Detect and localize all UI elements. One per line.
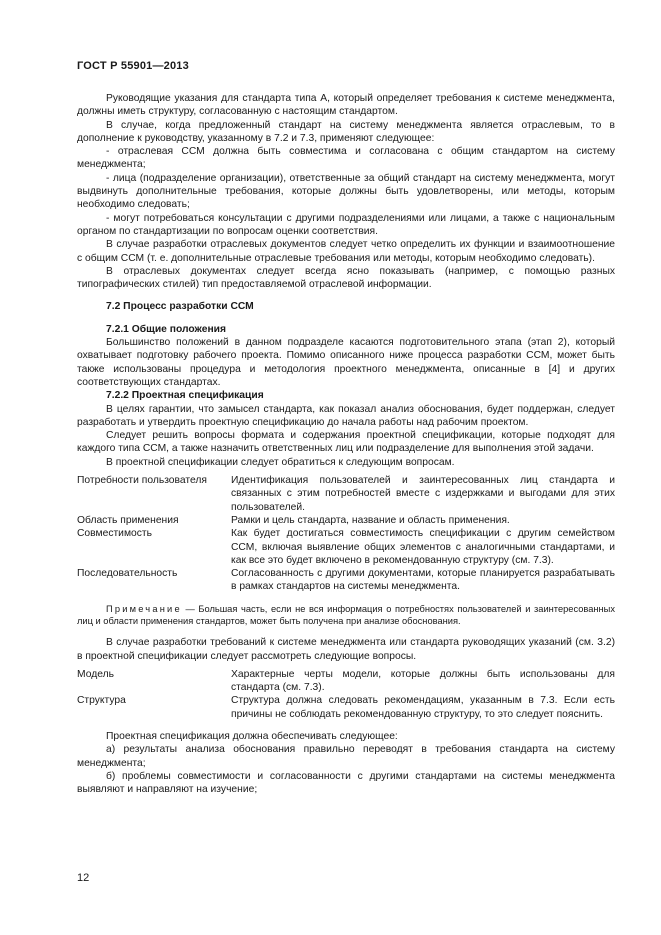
- definition-row: [77, 567, 615, 594]
- list-item: - отраслевая ССМ должна быть совместима и согласована с общим стандартом на систему менеджмента;: [77, 146, 615, 171]
- definition-row: [77, 694, 615, 721]
- definition-text: Согласованность с другими документами, которые планируется разрабатывать в рамках стандартов на системы менеджмента.: [231, 568, 615, 593]
- definition-term: Структура: [77, 695, 126, 707]
- list-item: - лица (подразделение организации), ответственные за общий стандарт на систему менеджмента, могут выдвинуть дополнительные требования, которые должны быть удовлетворены, или методы, которым необходимо следовать;: [77, 172, 615, 211]
- definition-row: [77, 514, 615, 527]
- definition-row: [77, 527, 615, 567]
- note: [77, 603, 615, 628]
- page-number: 12: [77, 872, 90, 884]
- list-item: - могут потребоваться консультации с другими подразделениями или лицами, а также с национальным органом по стандартизации по вопросам оценки соответствия.: [77, 212, 615, 237]
- definition-term: Совместимость: [77, 528, 152, 540]
- section-heading-7-2-2: 7.2.2 Проектная спецификация: [106, 390, 264, 402]
- paragraph: В случае, когда предложенный стандарт на систему менеджмента является отраслевым, то в дополнение к руководству, указанному в 7.2 и 7.3, применяют следующее:: [77, 119, 615, 144]
- paragraph: В случае разработки отраслевых документов следует четко определить их функции и взаимоотношение с общим ССМ (т. е. дополнительные отраслевые требования или методы, которым необходимо следовать).: [77, 239, 615, 264]
- definition-text: Характерные черты модели, которые должны быть использованы для стандарта (см. 7.3).: [231, 668, 615, 694]
- paragraph: В случае разработки требований к системе менеджмента или стандарта руководящих указаний (см. 3.2) в проектной спецификации следует рассмотреть следующие вопросы.: [77, 637, 615, 662]
- document-header: ГОСТ Р 55901—2013: [77, 60, 189, 72]
- definition-term: Область применения: [77, 514, 179, 526]
- definition-row: [77, 474, 615, 514]
- list-item: б) проблемы совместимости и согласованности с другими стандартами на системы менеджмента выявляют и направляют на изучение;: [77, 770, 615, 796]
- note-label: Примечание: [106, 603, 182, 614]
- definition-text: Структура должна следовать рекомендациям, указанным в 7.3. Если есть причины не соблюдать рекомендованную структуру, то это следует пояснить.: [231, 695, 615, 720]
- paragraph: Проектная спецификация должна обеспечивать следующее:: [106, 731, 398, 743]
- section-heading-7-2: 7.2 Процесс разработки ССМ: [106, 301, 254, 313]
- paragraph: Большинство положений в данном подразделе касаются подготовительного этапа (этап 2), который охватывает подготовку рабочего проекта. Помимо описанного ниже процесса разработки ССМ, может быть также использованы процедура и методология проектного менеджмента, описанные в [4] и других соответствующих стандартах.: [77, 337, 615, 388]
- paragraph: Следует решить вопросы формата и содержания проектной спецификации, которые подходят для каждого типа ССМ, а также назначить ответственных лиц или подразделение для выполнения этой задачи.: [77, 430, 615, 455]
- definition-term: Последовательность: [77, 568, 178, 580]
- definition-text: Идентификация пользователей и заинтересованных лиц стандарта и связанных с этим потребностей вместе с издержками и выгодами для этих пользователей.: [231, 475, 615, 513]
- note-text: Большая часть, если не вся информация о потребностях пользователей и заинтересованных лиц и области применения стандартов, может быть получена при анализе обоснования.: [77, 603, 615, 626]
- section-heading-7-2-1: 7.2.1 Общие положения: [106, 323, 226, 335]
- paragraph: Руководящие указания для стандарта типа А, который определяет требования к системе менеджмента, должны иметь структуру, согласованную с настоящим стандартом.: [77, 93, 615, 118]
- page-body: [77, 92, 615, 797]
- definition-row: [77, 668, 615, 695]
- definition-text: Как будет достигаться совместимость спецификации с другим семейством ССМ, включая выявление общих элементов с аналогичными стандартами, и как все это будет включено в рекомендованную структуру (см. 7.3).: [231, 528, 615, 566]
- paragraph: В отраслевых документах следует всегда ясно показывать (например, с помощью разных типографических стилей) тип предоставляемой отраслевой информации.: [77, 265, 615, 291]
- note-dash: —: [185, 603, 195, 614]
- spec-definition-list: [77, 474, 615, 594]
- paragraph: В целях гарантии, что замысел стандарта, как показал анализ обоснования, будет поддержан, следует разработать и утвердить проектную спецификацию до начала работы над рабочим проектом.: [77, 403, 615, 428]
- definition-term: Модель: [77, 668, 114, 680]
- paragraph: В проектной спецификации следует обратиться к следующим вопросам.: [106, 456, 455, 468]
- definition-term: Потребности пользователя: [77, 475, 207, 487]
- definition-text: Рамки и цель стандарта, название и область применения.: [231, 514, 510, 526]
- guidance-definition-list: [77, 668, 615, 721]
- list-item: а) результаты анализа обоснования правильно переводят в требования стандарта на систему менеджмента;: [77, 744, 615, 769]
